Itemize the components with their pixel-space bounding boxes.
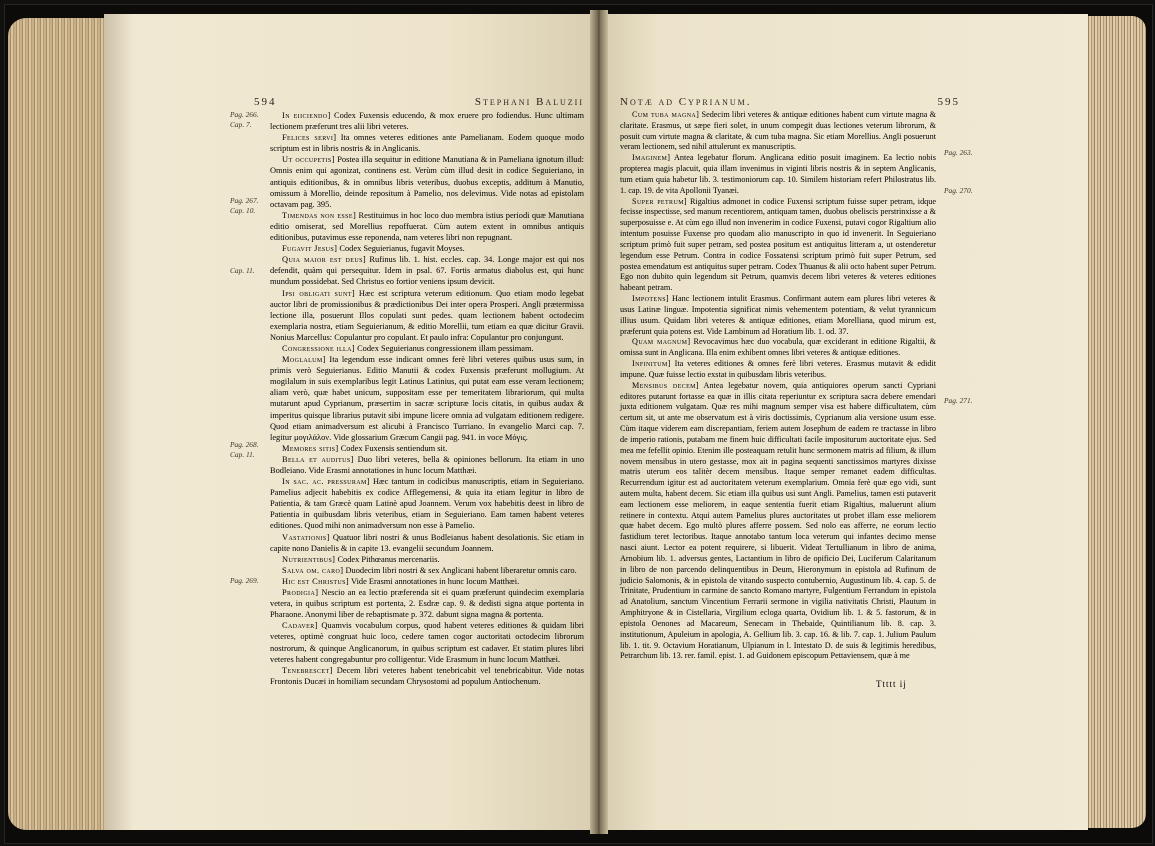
margin-reference: Pag. 271. xyxy=(944,396,973,405)
annotation-text: Ita legendum esse indicant omnes ferè libri veteres quibus usus sum, in primis verò Seguierianus. Editio Manutii & codex Fuxensis præferunt mollugium. At mogilalum in suis exemplaribus legit Latinus Latinius, qui putat eam esse veram lectionem; aliam verò, quæ habet unicum, suppositam esse per temeritatem librariorum, qui multa mutarunt apud Cyprianum, præsertim in sacræ scripturæ locis citatis, in quibus audax & imperitus quisque librarius putavit sibi impune licere omnia ad vulgatam editionem redigere. Quod etiam animadversum est alicubi à Francisco Turriano. In evangelio Marci cap. 7. legitur μογιλάλον. Vide glossarium Græcum Cangii pag. 941. in voce Μόγις. xyxy=(270,355,584,442)
annotation-lemma: Ut occupetis] xyxy=(282,155,335,165)
annotation-lemma: Hic est Christus] xyxy=(282,576,350,586)
annotation-paragraph xyxy=(270,576,584,587)
annotation-lemma: Congressione illa] xyxy=(282,343,355,353)
right-page-number: 595 xyxy=(937,96,960,108)
left-page-edges xyxy=(8,18,112,830)
annotation-text: Hæc est scriptura veterum editionum. Quo etiam modo legebat auctor libri de promissionibus & prædictionibus Dei inter opera Prosperi. Angli prætermissa lectione illa, posuerunt Illos copulati sunt pedes. quam lectionem habent octodecim exemplaria nostra, etiam Seguierianum, & editio Morellii, tum etiam ea quæ dicitur Gravii. Nonius Marcellus: Copulantur pro copulant. Et paulo infra: Copulantur pro conjungunt. xyxy=(270,288,584,342)
left-page-text xyxy=(270,110,584,687)
annotation-paragraph xyxy=(620,359,936,381)
annotation-paragraph xyxy=(270,343,584,354)
annotation-paragraph xyxy=(270,565,584,576)
annotation-lemma: Felices servi] xyxy=(282,133,337,143)
annotation-paragraph xyxy=(270,154,584,209)
annotation-paragraph xyxy=(270,210,584,243)
annotation-text: Duo libri veteres, bella & opiniones bellorum. Ita etiam in uno Bodleiano. Vide Erasmi annotationes in hunc locum Matthæi. xyxy=(270,454,585,475)
right-margin-notes xyxy=(944,110,984,710)
annotation-lemma: Mensibus decem] xyxy=(632,380,699,390)
annotation-text: Rigaltius admonet in codice Fuxensi scriptum fuisse super petram, idque fecisse inspectisse, sed manum recentiorem, antiquam tamen, duobus obeliscis perstrinxisse a & superposuisse e. At cùm ego illud non invenerim in codice Fuxensi, putavi cogor Rigaltium alio intentum posuisse Fuxense pro quodam alio manuscripto in quo id invenerit. In Seguieriano scriptum primò fuit super petram, sed postea positum est antiquitus litteram a, ut ostenderetur legendum esse Petrum. Contra in codice Fossatensi scriptum primò fuit super Petrum, sed postea emendatum est antiquitus super petram. Codex Thuanus & alii octo habent super Petrum. Ego non dubito quin legendum sit Petrum, quamvis decem libri veteres & veteres editiones habeant petram. xyxy=(620,196,936,293)
annotation-lemma: Infinitum] xyxy=(632,359,671,369)
margin-reference: Cap. 10. xyxy=(230,206,256,215)
margin-reference: Cap. 11. xyxy=(230,266,255,275)
annotation-text: Hæc tantum in codicibus manuscriptis, etiam in Seguieriano. Pamelius adjecit habebitis ex codice Afflegemensi, & quia ita etiam legitur in libro de Patientia, & tam Græcè quam Latinè apud Joannem. Verum vox habebitis deest in libro de Patientia in quibusdam libris veteribus, etiam in Seguieriano. Eam tamen habent veteres editiones. Quod mihi non animadversum non esse à Pamelio. xyxy=(270,477,584,531)
annotation-lemma: Cadaver] xyxy=(282,621,318,631)
annotation-text: Ita veteres editiones & omnes ferè libri veteres. Erasmus mutavit & edidit impune. Quæ fuisse lectio exstat in quibusdam libris veteribus. xyxy=(620,359,936,379)
left-page-number: 594 xyxy=(254,96,277,108)
annotation-lemma: Prodigia] xyxy=(282,588,319,598)
margin-reference: Pag. 266. xyxy=(230,110,259,119)
annotation-text: Codex Seguierianus, fugavit Moyses. xyxy=(337,244,465,254)
annotation-lemma: Vastationis] xyxy=(282,532,330,542)
left-margin-notes xyxy=(230,110,270,710)
annotation-text: Antea legebatur florum. Anglicana editio posuit imaginem. Ea lectio nobis propterea magis placuit, quia illam invenimus in viginti libris nostris & in septem Anglicanis, tum etiam quia habetur lib. 3. testimoniorum cap. 10. Similem historiam refert Philostratus lib. 1. cap. 19. de vita Apollonii Tyanæi. xyxy=(620,153,936,195)
annotation-text: Postea illa sequitur in editione Manutiana & in Pameliana ignotum illud: Omnis enim qui agonizat, continens est. Verùm cùm illud desit in codice Seguieriano, in antiquis editionibus, & in omnibus libris veteribus, duobus exceptis, additum à Manutio, omissum à Morellio, deinde repositum à Pamelio, nos delevimus. Vide notas ad epistolam octavam pag. 395. xyxy=(270,155,584,209)
annotation-text: Restituimus in hoc loco duo membra istius periodi quæ Manutiana editio omiserat, sed Morellius repoffuerat. Cùm autem extent in omnibus antiquis editionibus, putavimus esse reponenda, nam veteres libri non repugnant. xyxy=(270,210,584,243)
annotation-paragraph xyxy=(270,454,584,476)
annotation-lemma: Salva om. caro] xyxy=(282,565,344,575)
annotation-text: Rufinus lib. 1. hist. eccles. cap. 34. Longe major est qui nos defendit, quàm qui persequitur. Idem in psal. 67. Fortis armatus diabolus est, qui hunc mundum possidebat. Sed Christus eo fortior veniens ipsum devicit. xyxy=(270,255,584,287)
annotation-lemma: Tenebrescet] xyxy=(282,665,333,675)
annotation-paragraph xyxy=(620,381,936,663)
right-head-title: Notæ ad Cyprianum. xyxy=(620,96,752,108)
annotation-text: Codex Fuxensis sentiendum sit. xyxy=(338,443,448,453)
annotation-text: Decem libri veteres habent tenebricabit vel tenebricabitur. Vide notas Frontonis Ducæi in homiliam secundam Chrysostomi ad populum Antiochenum. xyxy=(270,665,584,686)
annotation-lemma: Nutrientibus] xyxy=(282,554,336,564)
annotation-lemma: Moglalum] xyxy=(282,355,326,365)
book-gutter xyxy=(590,10,608,834)
annotation-lemma: Memores sitis] xyxy=(282,443,339,453)
annotation-paragraph xyxy=(270,354,584,443)
margin-reference: Pag. 263. xyxy=(944,148,973,157)
right-page-edges xyxy=(1080,16,1146,828)
annotation-lemma: In eiiciendo] xyxy=(282,111,331,120)
annotation-text: Sedecim libri veteres & antiquæ editiones habent cum virtute magna & claritate. Erasmus, ut sæpe fieri solet, in unum compegit duas lectiones veterum librorum, & posuit cum virtute magna & claritate, & cum tuba magna. Sic etiam Morellius. Angli posuerunt veram lectionem, sed nihil attulerunt ex manuscriptis. xyxy=(620,110,937,152)
annotation-lemma: In sac. ac. pressuram] xyxy=(282,477,370,487)
annotation-lemma: Quam magnum] xyxy=(632,337,691,347)
annotation-paragraph xyxy=(620,110,936,153)
margin-reference: Pag. 269. xyxy=(230,576,259,585)
annotation-text: Nescio an ea lectio præferenda sit ei quam præferunt quindecim exemplaria vetera, in quibus scriptum est portenta, 2. Esdræ cap. 9. & dedisti signa atque portenta in Pharaone. Anonymi liber de rebaptismate p. 372. dabunt signa magna & portenta. xyxy=(270,588,584,620)
annotation-paragraph xyxy=(620,153,936,196)
annotation-lemma: Quia maior est deus] xyxy=(282,255,367,265)
annotation-text: Antea legebatur novem, quia antiquiores operum sancti Cypriani editores putarunt fortasse ea quæ in illis citata reperiuntur ex scriptura sacra debere emendari juxta editionem vulgatam. Quæ res mihi magnum semper visa est habere difficultatem, cùm certum sit, ut ante me observatum est à viris doctissimis, Cyprianum alia versione usum esse. Cùm itaque viderem eam discrepantiam, feriem autem Josephum de eadem re tractasse in libro de imperio rationis, putabam me finem huic difficultati facile impositurum auctoritate ejus. Sed mea me fefellit opinio. Etenim ille posteaquam retulit hunc sermonem matris ad filium, & illum novem mensibus in utero gestasse, mox ait in pagina sequenti sanctissimos martyres dixisse matris uterum eos talitèr decem mensibus. Itaque semper remanet eadem difficultas. Recurrendum igitur est ad auctoritatem veterum exemplarium. Omnia ferè quæ ego vidi, sunt autem multa, habent decem. Sic etiam illa quibus usi sunt Angli. Pamelius, tamen esti putaverit eam lectionem esse meliorem, in eaque sententia fuerit etiam Rigaltius, maluerunt alium retinere in contextu. Atqui autem Pamelius plures auctoritates ut probet illam esse meliorem quæ habet decem. Ego multò plures afferre possem. Sed nolo eas afferre, ne eorum lectio fastidium teret lectoribus. Itaque annotabo tantum loca veterum qui infantes decimo mense nasci aiunt. Lector ea potent requirere, si libuerit. Videat Tertullianum in libro de anima, Arnobium lib. 1. adversus gentes, Lactantium in libro de opificio Dei, Luciferum Calaritanum in libro de non parcendo delinquentibus in Deum, Hieronymum in epistola ad Rufinum de judicio Salomonis, & in epistola de vitando suspecto contubernio, Augustinum lib. 4. cap. 5. de Trinitate, Prudentium in carmine de sancto Romano martyre, Fulgentium Ferrandum in epistola ad Anatolium, sanctum Vincentium Ferrarii sermone in vigilia nativitatis Christi, Plautum in Amphitryone & in Cistellaria, Virgilium ecloga quarta, Ovidium lib. 1. & 5. fastorum, & in epistola Oenones ad Macareum, Senecam in Thebaide, Quintilianum lib. 8. cap. 3. institutionum, Apuleium in apologia, A. Gellium lib. 3. cap. 16. & lib. 7. cap. 1. Julium Paulum lib. 1. tit. 9. Octavium Horatianum, Ulpianum in l. Intestato D. de suis & legitimis heredibus, Petrarchum lib. 13. rer. famil. epist. 1. ad Guidonem episcopum Pettaviensem, quæ à me xyxy=(620,380,936,661)
annotation-paragraph xyxy=(620,197,936,294)
left-running-head xyxy=(254,96,584,108)
signature-mark: Ttttt ij xyxy=(876,679,907,689)
annotation-paragraph xyxy=(270,554,584,565)
annotation-text: Codex Pithœanus mercenariis. xyxy=(335,554,440,564)
annotation-text: Codex Seguierianus congressionem illam pessimam. xyxy=(355,343,534,353)
right-running-head xyxy=(620,96,960,108)
annotation-lemma: Cum tuba magna] xyxy=(632,110,700,119)
annotation-text: Duodecim libri nostri & sex Anglicani habent liberaretur omnis caro. xyxy=(343,565,577,575)
margin-reference: Pag. 268. xyxy=(230,440,259,449)
annotation-lemma: Impotens] xyxy=(632,294,670,304)
annotation-paragraph xyxy=(270,288,584,343)
left-head-title: Stephani Baluzii xyxy=(474,96,584,108)
page-shadow xyxy=(104,14,134,830)
annotation-text: Revocavimus hæc duo vocabula, quæ exciderant in editione Rigaltii, & omissa sunt in Anglicana. Illa enim exhibent omnes libri veteres & antiquæ editiones. xyxy=(620,337,936,358)
right-page-text xyxy=(620,110,936,662)
annotation-paragraph xyxy=(620,337,936,359)
annotation-lemma: Ipsi obligati sunt] xyxy=(282,288,356,298)
annotation-paragraph xyxy=(270,532,584,554)
annotation-paragraph xyxy=(270,476,584,531)
annotation-paragraph xyxy=(270,665,584,687)
margin-reference: Pag. 270. xyxy=(944,186,973,195)
annotation-text: Quatuor libri nostri & unus Bodleianus habent desolationis. Sic etiam in capite nono Danielis & in capite 13. evangelii secundum Joannem. xyxy=(270,532,584,553)
annotation-lemma: Super petrum] xyxy=(632,196,688,206)
annotation-text: Codex Fuxensis educendo, & mox eruere pro fodiendus. Hunc ultimam lectionem præferunt tres alii libri veteres. xyxy=(270,111,584,132)
annotation-paragraph xyxy=(270,587,584,620)
annotation-lemma: Timendas non esse] xyxy=(282,210,357,220)
margin-reference: Pag. 267. xyxy=(230,196,259,205)
annotation-paragraph xyxy=(270,132,584,154)
annotation-paragraph xyxy=(270,620,584,664)
annotation-text: Vide Erasmi annotationes in hunc locum Matthæi. xyxy=(349,576,520,586)
margin-reference: Cap. 11. xyxy=(230,450,255,459)
annotation-text: Ita omnes veteres editiones ante Pamelianam. Eodem quoque modo scriptum est in libris nostris & in Anglicanis. xyxy=(270,133,585,154)
annotation-paragraph xyxy=(270,243,584,254)
margin-reference: Cap. 7. xyxy=(230,120,252,129)
annotation-paragraph xyxy=(270,254,584,287)
annotation-text: Hanc lectionem intulit Erasmus. Confirmant autem eam plures libri veteres & usus Latinæ linguæ. Impotentia significat nimis vehementem potentiam, & velut tyrannicum illius usum. Quidam libri veteres & antiquæ editiones, etiam Morelliana, quod mirum est, præferunt quia potens est. Vide Lambinum ad Horatium lib. 1. od. 37. xyxy=(620,294,936,336)
annotation-text: Quamvis vocabulum corpus, quod habent veteres editiones & quidam libri veteres, optimè congruat huic loco, cedere tamen cogor auctoritati octodecim librorum nostrorum, & quinque Anglicanorum, in quibus scriptum est cadaver. Et statim plures libri veteres habent congregabuntur pro colligentur. Vide Erasmum in hunc locum Matthæi. xyxy=(270,621,584,664)
annotation-lemma: Fugavit Jesus] xyxy=(282,244,338,254)
annotation-paragraph xyxy=(270,443,584,454)
annotation-paragraph xyxy=(620,294,936,337)
annotation-lemma: Imaginem] xyxy=(632,153,671,163)
annotation-paragraph xyxy=(270,110,584,132)
annotation-lemma: Bella et auditus] xyxy=(282,454,354,464)
